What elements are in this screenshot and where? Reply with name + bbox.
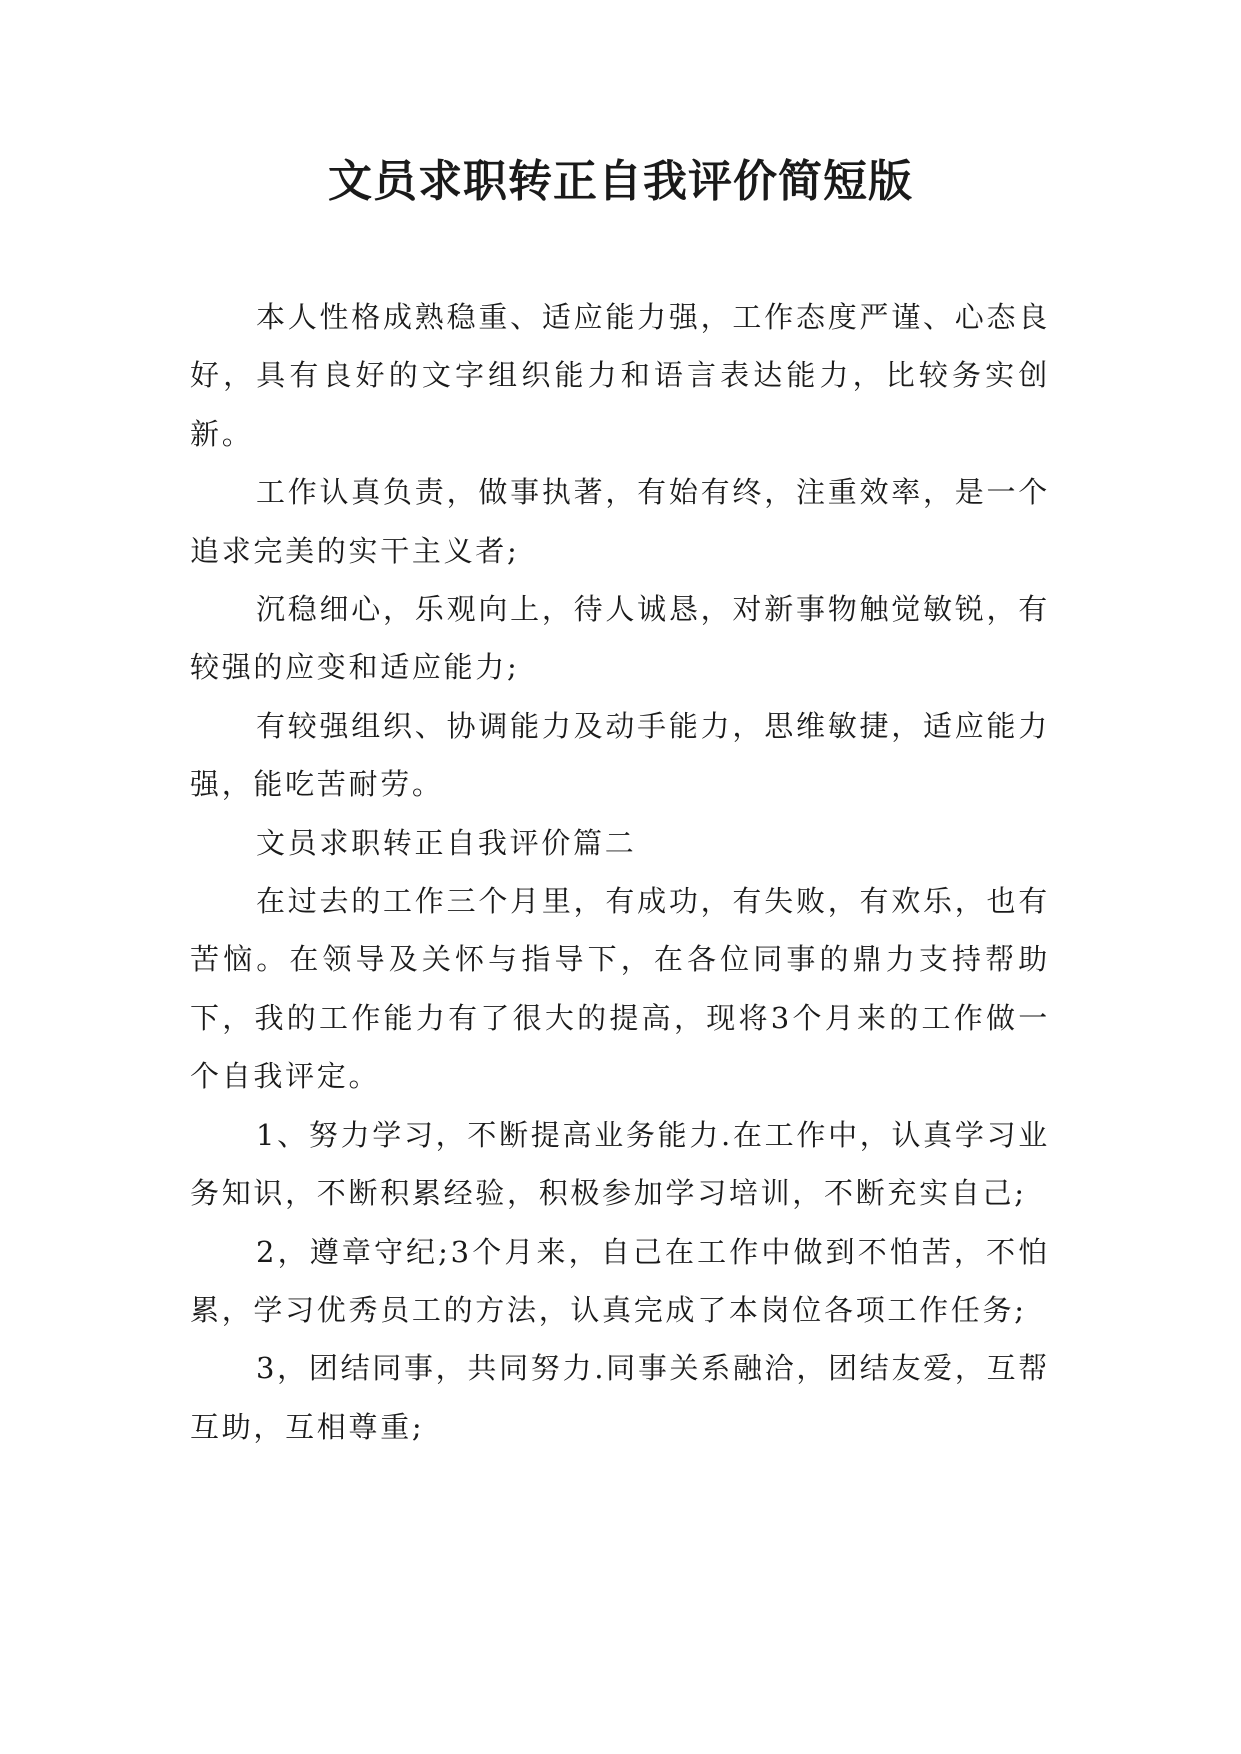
paragraph-work-attitude: 工作认真负责，做事执著，有始有终，注重效率，是一个追求完美的实干主义者; [190,475,1050,568]
document-title: 文员求职转正自我评价简短版 [328,156,913,207]
paragraph-personality: 本人性格成熟稳重、适应能力强，工作态度严谨、心态良好，具有良好的文字组织能力和语言表达能力，比较务实创新。 [190,300,1050,451]
paragraph-three-months: 在过去的工作三个月里，有成功，有失败，有欢乐，也有苦恼。在领导及关怀与指导下，在各位同事的鼎力支持帮助下，我的工作能力有了很大的提高，现将3个月来的工作做一个自我评定。 [190,884,1050,1094]
paragraph-item-2: 2，遵章守纪;3个月来，自己在工作中做到不怕苦，不怕累，学习优秀员工的方法，认真完成了本岗位各项工作任务; [190,1234,1050,1327]
paragraph-abilities: 有较强组织、协调能力及动手能力，思维敏捷，适应能力强，能吃苦耐劳。 [190,708,1050,802]
paragraph-item-3: 3，团结同事，共同努力.同事关系融洽，团结友爱，互帮互助，互相尊重; [190,1351,1050,1444]
paragraph-temperament: 沉稳细心，乐观向上，待人诚恳，对新事物触觉敏锐，有较强的应变和适应能力; [190,592,1050,685]
document-body [190,288,1050,1456]
paragraph-item-1: 1、努力学习，不断提高业务能力.在工作中，认真学习业务知识，不断积累经验，积极参加学习培训，不断充实自己; [190,1117,1050,1211]
section-heading-part-two: 文员求职转正自我评价篇二 [256,825,637,860]
